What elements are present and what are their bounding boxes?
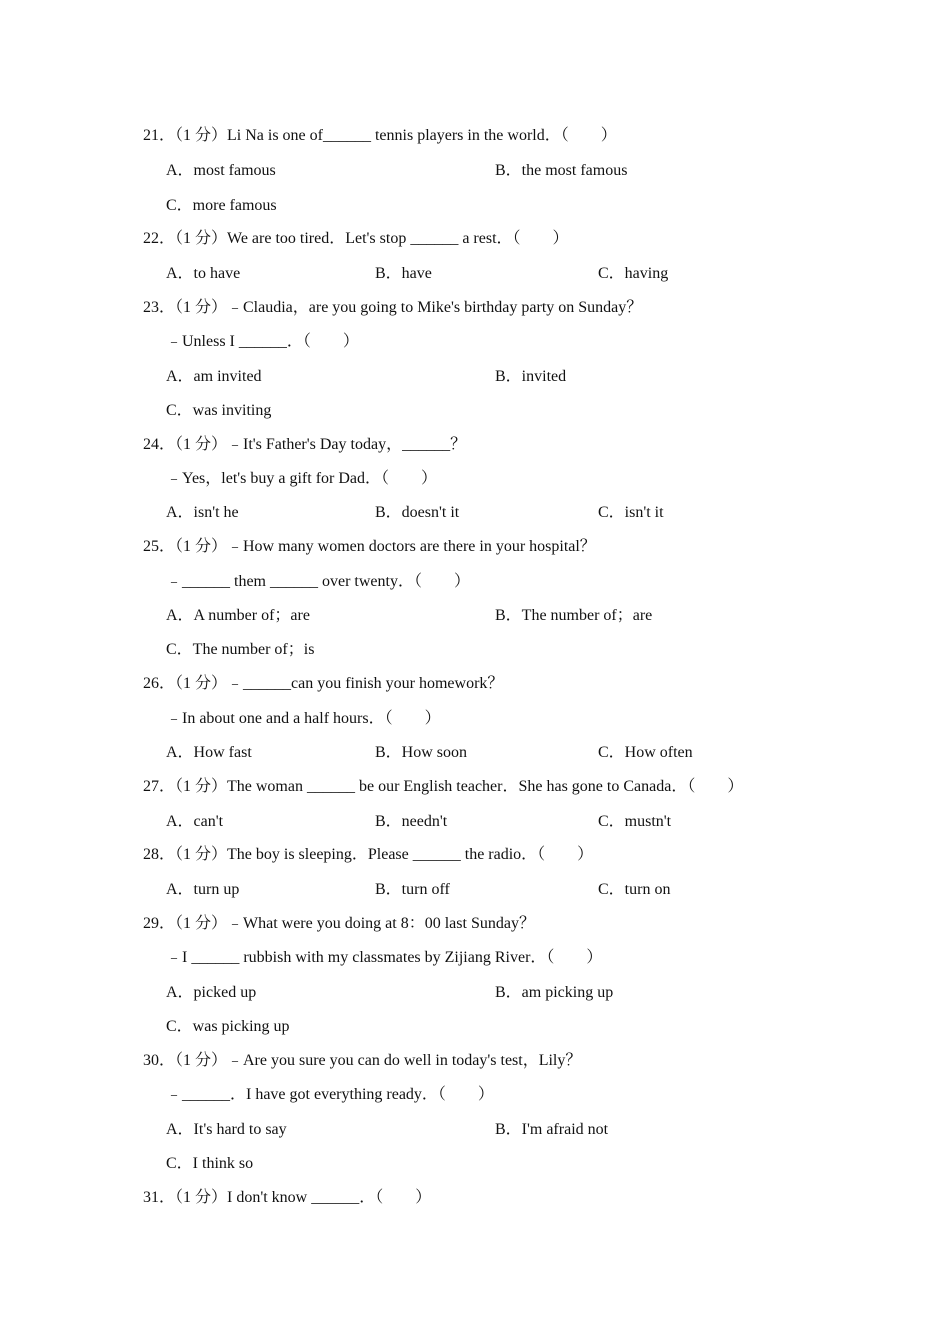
question-28-option-c: C．turn on: [598, 881, 671, 898]
question-24-option-b: B．doesn't it: [375, 504, 460, 521]
question-25-stem: 25．（1 分）﹣How many women doctors are there in your hospital？: [143, 538, 596, 555]
question-28-option-a: A．turn up: [166, 881, 240, 898]
question-24-stem: 24．（1 分）﹣It's Father's Day today，______？: [143, 436, 467, 453]
question-30-stem: 30．（1 分）﹣Are you sure you can do well in today's test，Lily？: [143, 1052, 582, 1069]
question-21-option-a: A．most famous: [166, 162, 276, 179]
question-24-option-c: C．isn't it: [598, 504, 664, 521]
question-29-option-b: B．am picking up: [495, 984, 614, 1001]
question-30-option-b: B．I'm afraid not: [495, 1121, 609, 1138]
question-23-option-b: B．invited: [495, 368, 567, 385]
question-26-dialog: ﹣In about one and a half hours．（ ）: [166, 710, 441, 727]
question-21-option-c: C．more famous: [166, 197, 277, 214]
question-27-option-c: C．mustn't: [598, 813, 672, 830]
question-27-option-a: A．can't: [166, 813, 224, 830]
question-27-stem: 27．（1 分）The woman ______ be our English teacher．She has gone to Canada．（ ）: [143, 778, 744, 795]
question-22-option-c: C．having: [598, 265, 669, 282]
question-26-option-a: A．How fast: [166, 744, 252, 761]
question-28-stem: 28．（1 分）The boy is sleeping．Please ______ the radio．（ ）: [143, 846, 594, 863]
question-25-option-a: A．A number of；are: [166, 607, 310, 624]
question-23-option-a: A．am invited: [166, 368, 262, 385]
question-23-option-c: C．was inviting: [166, 402, 272, 419]
question-25-option-c: C．The number of；is: [166, 641, 315, 658]
question-26-option-b: B．How soon: [375, 744, 468, 761]
question-28-option-b: B．turn off: [375, 881, 450, 898]
question-24-option-a: A．isn't he: [166, 504, 239, 521]
question-29-dialog: ﹣I ______ rubbish with my classmates by Zijiang River．（ ）: [166, 949, 603, 966]
question-26-option-c: C．How often: [598, 744, 693, 761]
question-23-dialog: ﹣Unless I ______．（ ）: [166, 333, 359, 350]
question-23-stem: 23．（1 分）﹣Claudia，are you going to Mike's birthday party on Sunday？: [143, 299, 643, 316]
question-31-stem: 31．（1 分）I don't know ______．（ ）: [143, 1189, 432, 1206]
question-29-option-a: A．picked up: [166, 984, 257, 1001]
question-24-dialog: ﹣Yes，let's buy a gift for Dad．（ ）: [166, 470, 438, 487]
question-30-dialog: ﹣______．I have got everything ready．（ ）: [166, 1086, 494, 1103]
question-26-stem: 26．（1 分）﹣______can you finish your homework？: [143, 675, 504, 692]
question-21-stem: 21．（1 分）Li Na is one of______ tennis players in the world．（ ）: [143, 127, 617, 144]
question-22-option-b: B．have: [375, 265, 432, 282]
question-29-stem: 29．（1 分）﹣What were you doing at 8：00 last Sunday？: [143, 915, 535, 932]
question-22-option-a: A．to have: [166, 265, 241, 282]
question-25-option-b: B．The number of；are: [495, 607, 653, 624]
question-30-option-c: C．I think so: [166, 1155, 254, 1172]
question-25-dialog: ﹣______ them ______ over twenty．（ ）: [166, 573, 470, 590]
question-30-option-a: A．It's hard to say: [166, 1121, 287, 1138]
question-21-option-b: B．the most famous: [495, 162, 628, 179]
question-27-option-b: B．needn't: [375, 813, 448, 830]
question-29-option-c: C．was picking up: [166, 1018, 290, 1035]
question-22-stem: 22．（1 分）We are too tired．Let's stop ______ a rest．（ ）: [143, 230, 569, 247]
